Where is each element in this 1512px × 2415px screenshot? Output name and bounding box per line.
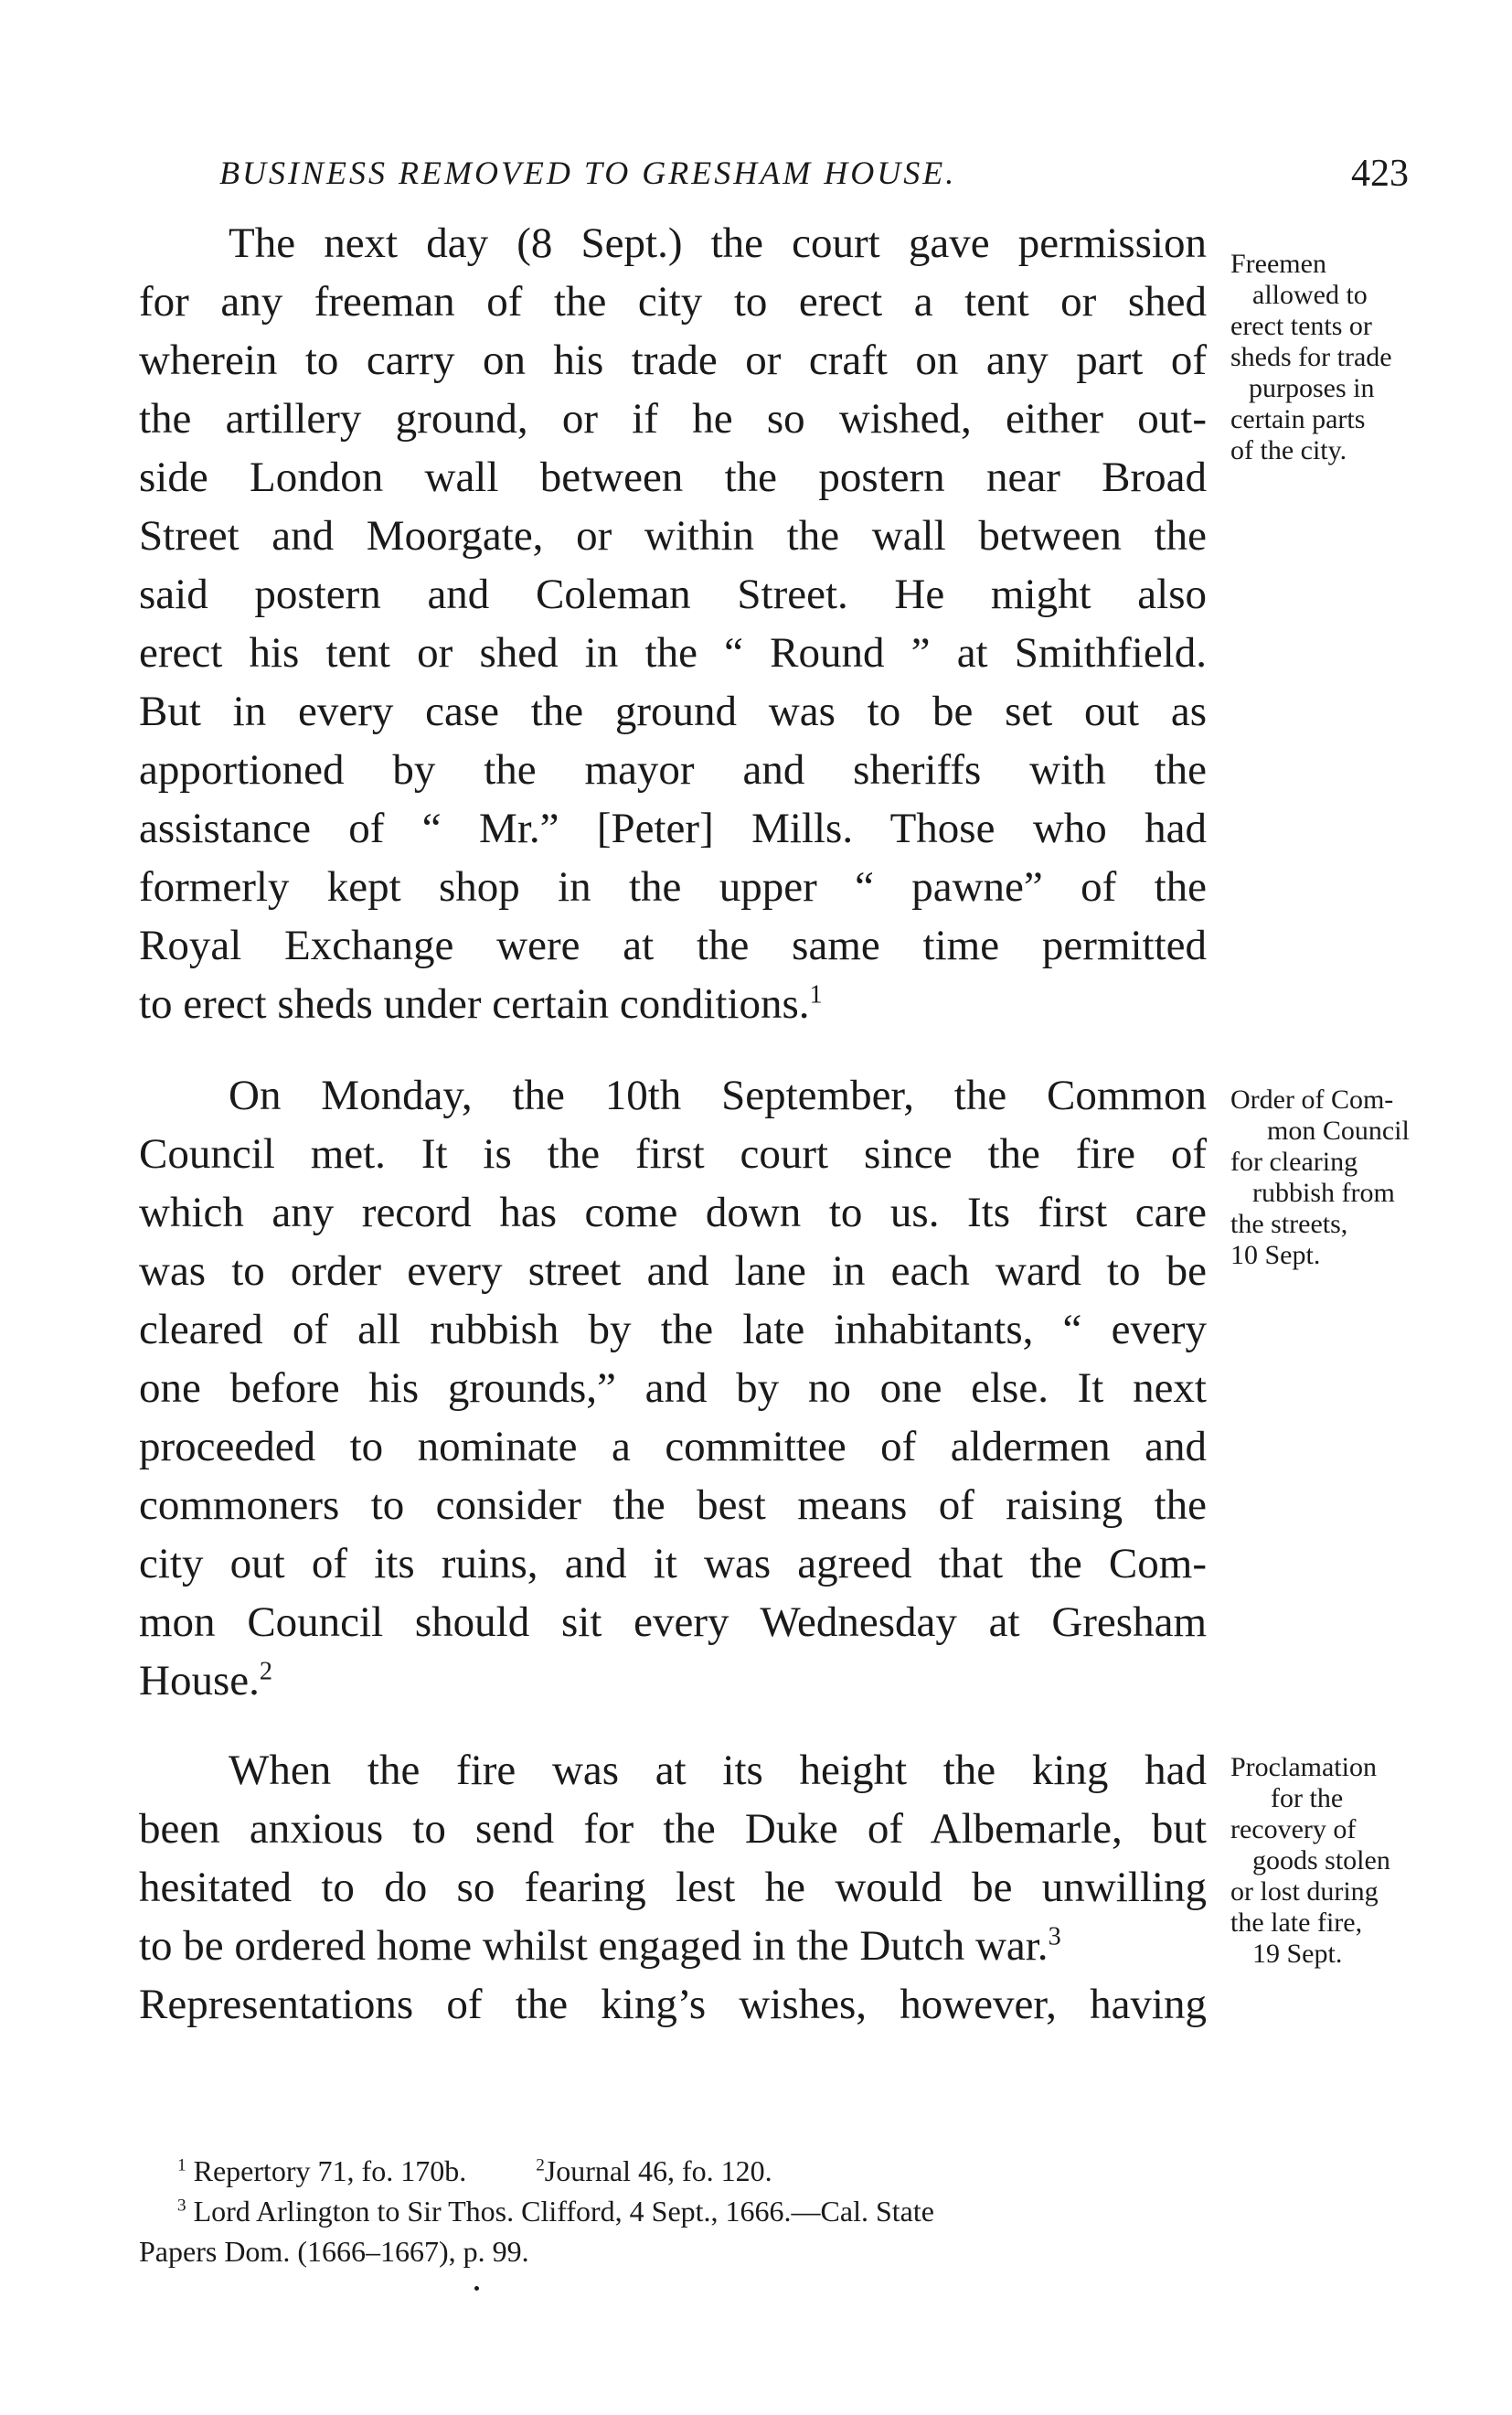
margin-note-line: erect tents or	[1230, 311, 1372, 341]
text-line: erect his tent or shed in the “ Round ” at Smithfield.	[139, 629, 1207, 677]
ink-speck	[474, 2286, 479, 2291]
text-line: said postern and Coleman Street. He might also	[139, 571, 1207, 618]
margin-note-line: Proclamation	[1230, 1752, 1377, 1782]
text-line: the artillery ground, or if he so wished, either out-	[139, 395, 1207, 443]
text-line: one before his grounds,” and by no one else. It next	[139, 1364, 1207, 1412]
margin-note-line: 10 Sept.	[1230, 1240, 1321, 1270]
footnote-text: Lord Arlington to Sir Thos. Clifford, 4 Sept., 1666.—Cal. State	[193, 2195, 934, 2228]
text-line: Street and Moorgate, or within the wall between the	[139, 512, 1207, 560]
footnote-ref: 1	[809, 980, 823, 1010]
paragraph-2	[139, 1066, 1207, 1710]
margin-note-common-council	[1230, 1085, 1459, 1271]
margin-note-line: for the	[1271, 1783, 1344, 1813]
footnotes	[139, 2151, 1207, 2271]
footnote-mark: 1	[177, 2155, 186, 2175]
text-line: The next day (8 Sept.) the court gave permission	[229, 219, 1207, 267]
text-line: Royal Exchange were at the same time permitted	[139, 922, 1207, 969]
text-line: On Monday, the 10th September, the Common	[229, 1072, 1207, 1119]
margin-note-line: certain parts	[1230, 404, 1366, 434]
text-line: which any record has come down to us. Its first care	[139, 1189, 1207, 1236]
text-line: Council met. It is the first court since the fire of	[139, 1130, 1207, 1178]
text-line: cleared of all rubbish by the late inhabitants, “ every	[139, 1306, 1207, 1353]
margin-note-line: of the city.	[1230, 435, 1347, 465]
text-line: But in every case the ground was to be set out as	[139, 688, 1207, 735]
footnote-line	[139, 2191, 1207, 2231]
margin-note-line: mon Council	[1267, 1116, 1410, 1146]
footnote-text: Journal 46, fo. 120.	[544, 2154, 772, 2187]
margin-note-line: for clearing	[1230, 1147, 1358, 1177]
footnote-text: Repertory 71, fo. 170b.	[193, 2154, 467, 2187]
text-line: wherein to carry on his trade or craft on any part of	[139, 337, 1207, 384]
margin-note-line: purposes in	[1249, 373, 1375, 403]
margin-note-freemen	[1230, 249, 1459, 466]
text-line: was to order every street and lane in each ward to be	[139, 1247, 1207, 1295]
text-line: commoners to consider the best means of raising the	[139, 1481, 1207, 1529]
text-line: mon Council should sit every Wednesday at Gresham	[139, 1598, 1207, 1646]
page-number: 423	[1351, 153, 1409, 195]
text-line-content: House.	[139, 1657, 260, 1704]
running-head: BUSINESS REMOVED TO GRESHAM HOUSE.	[219, 155, 957, 191]
margin-note-line: recovery of	[1230, 1814, 1357, 1844]
margin-note-line: sheds for trade	[1230, 342, 1392, 372]
footnote-ref: 3	[1048, 1922, 1061, 1951]
margin-note-line: rubbish from	[1252, 1178, 1395, 1208]
margin-note-line: allowed to	[1252, 280, 1368, 310]
text-line: for any freeman of the city to erect a tent or shed	[139, 278, 1207, 326]
footnote-line	[139, 2151, 1207, 2191]
margin-note-line: goods stolen	[1252, 1845, 1390, 1875]
text-line: Representations of the king’s wishes, however, having	[139, 1981, 1207, 2028]
paragraph-1	[139, 214, 1207, 1033]
margin-note-line: Freemen	[1230, 249, 1326, 279]
footnote-line: Papers Dom. (1666–1667), p. 99.	[139, 2235, 529, 2268]
text-line: assistance of “ Mr.” [Peter] Mills. Those who had	[139, 805, 1207, 852]
footnote-mark: 3	[177, 2196, 186, 2216]
text-line-content: to erect sheds under certain conditions.	[139, 980, 810, 1028]
text-line: city out of its ruins, and it was agreed that the Com-	[139, 1540, 1207, 1587]
margin-note-line: the late fire,	[1230, 1907, 1363, 1938]
margin-note-proclamation	[1230, 1752, 1459, 1970]
text-line: side London wall between the postern near Broad	[139, 454, 1207, 501]
footnote-ref: 2	[259, 1657, 272, 1686]
text-line	[139, 1917, 1207, 1975]
footnote-mark: 2	[536, 2155, 545, 2175]
margin-note-line: 19 Sept.	[1252, 1939, 1343, 1969]
paragraph-3	[139, 1741, 1207, 2034]
margin-note-line: or lost during	[1230, 1876, 1379, 1907]
margin-note-line: Order of Com-	[1230, 1085, 1394, 1115]
text-line: apportioned by the mayor and sheriffs with the	[139, 746, 1207, 794]
text-line	[139, 1651, 1207, 1710]
text-line-content: to be ordered home whilst engaged in the Dutch war.	[139, 1922, 1049, 1970]
text-line: been anxious to send for the Duke of Albemarle, but	[139, 1805, 1207, 1853]
text-line: proceeded to nominate a committee of aldermen and	[139, 1423, 1207, 1470]
margin-note-line: the streets,	[1230, 1209, 1348, 1239]
text-line	[139, 975, 1207, 1033]
text-line: formerly kept shop in the upper “ pawne” of the	[139, 863, 1207, 911]
text-line: hesitated to do so fearing lest he would be unwilling	[139, 1864, 1207, 1911]
text-line: When the fire was at its height the king had	[229, 1747, 1207, 1794]
